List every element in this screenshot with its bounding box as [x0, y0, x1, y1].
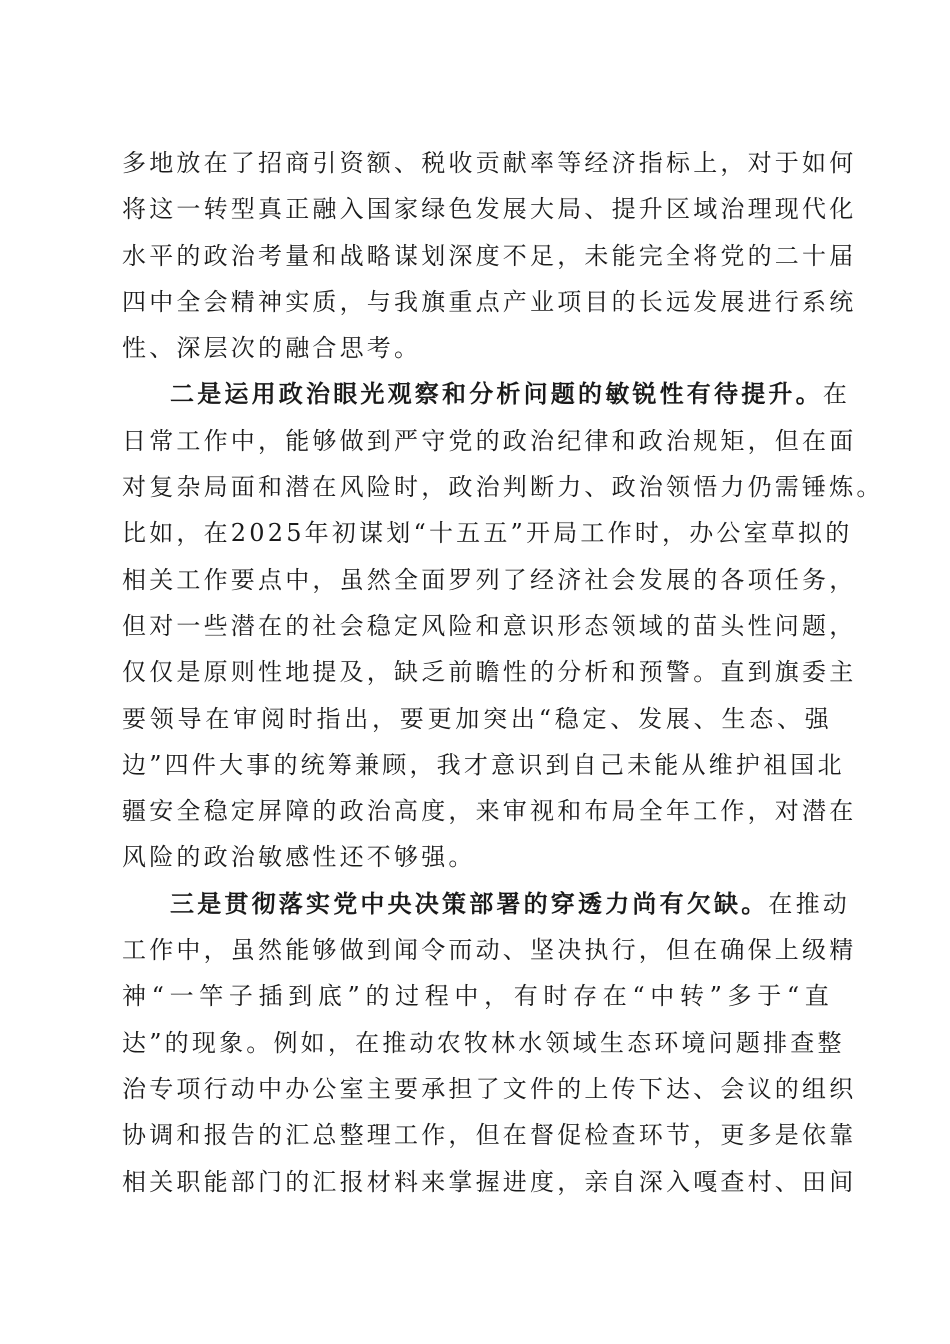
body-line: 疆安全稳定屏障的政治高度，来审视和布局全年工作，对潜在 [122, 797, 857, 826]
body-line: 比如，在2025年初谋划“十五五”开局工作时，办公室草拟的 [122, 519, 853, 548]
body-line: 仅仅是原则性地提及，缺乏前瞻性的分析和预警。直到旗委主 [122, 658, 857, 687]
paragraph-heading-line [122, 371, 851, 417]
body-line: 协调和报告的汇总整理工作，但在督促检查环节，更多是依靠 [122, 1121, 857, 1150]
body-line: 要领导在审阅时指出，要更加突出“稳定、发展、生态、强 [122, 704, 832, 733]
body-text: 在推动 [768, 889, 851, 918]
body-line: 水平的政治考量和战略谋划深度不足，未能完全将党的二十届 [122, 241, 857, 270]
body-line: 神“一竿子插到底”的过程中，有时存在“中转”多于“直 [122, 982, 832, 1011]
section-heading: 二是运用政治眼光观察和分析问题的敏锐性有待提升。 [170, 379, 823, 409]
body-line: 对复杂局面和潜在风险时，政治判断力、政治领悟力仍需锤炼。 [122, 473, 884, 502]
body-line: 多地放在了招商引资额、税收贡献率等经济指标上，对于如何 [122, 149, 857, 177]
section-heading: 三是贯彻落实党中央决策部署的穿透力尚有欠缺。 [170, 888, 769, 918]
body-line: 相关工作要点中，虽然全面罗列了经济社会发展的各项任务， [122, 565, 857, 594]
document-body [122, 140, 884, 1205]
body-line: 达”的现象。例如，在推动农牧林水领域生态环境问题排查整 [122, 1028, 845, 1057]
body-line: 将这一转型真正融入国家绿色发展大局、提升区域治理现代化 [122, 195, 857, 224]
body-line: 治专项行动中办公室主要承担了文件的上传下达、会议的组织 [122, 1074, 857, 1103]
body-line: 四中全会精神实质，与我旗重点产业项目的长远发展进行系统 [122, 287, 857, 316]
body-line: 性、深层次的融合思考。 [122, 334, 422, 363]
body-line: 相关职能部门的汇报材料来掌握进度，亲自深入嘎查村、田间 [122, 1167, 857, 1196]
body-line: 日常工作中，能够做到严守党的政治纪律和政治规矩，但在面 [122, 426, 857, 455]
body-line: 工作中，虽然能够做到闻令而动、坚决执行，但在确保上级精 [122, 936, 857, 965]
body-line: 边”四件大事的统筹兼顾，我才意识到自己未能从维护祖国北 [122, 750, 845, 779]
body-line: 但对一些潜在的社会稳定风险和意识形态领域的苗头性问题， [122, 611, 857, 640]
paragraph-heading-line [122, 881, 851, 927]
body-text: 在 [822, 380, 851, 409]
body-line: 风险的政治敏感性还不够强。 [122, 843, 476, 872]
